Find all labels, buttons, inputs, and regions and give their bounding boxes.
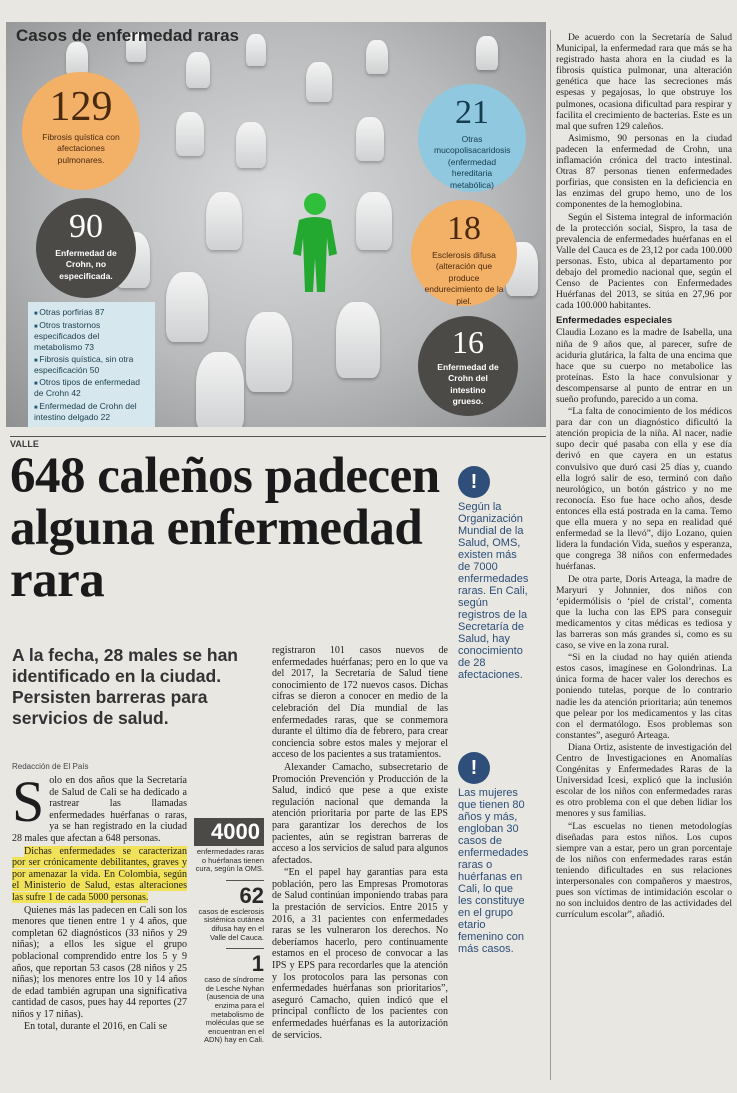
drop-cap: S <box>12 769 45 834</box>
divider <box>226 948 264 949</box>
fact-box-oms <box>458 466 530 681</box>
stat-caption: enfermedades raras o huérfanas tienen cura, según la OMS. <box>195 847 264 874</box>
subsection-title: Enfermedades especiales <box>556 315 673 327</box>
exclamation-icon: ! <box>458 466 490 498</box>
stat-number: 62 <box>239 882 264 908</box>
bubble-number: 16 <box>452 324 484 360</box>
legend-item: ■ Otros tipos de enfermedad de Crohn 42 <box>34 377 149 398</box>
stat-caption: casos de esclerosis sistémica cutánea difusa hay en el Valle del Cauca. <box>198 906 264 942</box>
article-column-1 <box>12 769 187 1034</box>
fact-box-mujeres <box>458 752 530 955</box>
section-tag: VALLE <box>10 436 546 449</box>
bubble-number: 18 <box>447 210 481 247</box>
paragraph: Quienes más las padecen en Cali son los menores que tienen entre 1 y 4 años, que completan 62 diagnósticos (33 niños y 29 niñas); a ellos les sigue el grupo poblacional comprendido entre los 5 y 9 años, que reportan 53 casos (28 niños y 25 niñas); los menores entre los 10 y 14 años de edad también agrupan una significativa cantidad de casos, pues hay 44 reportes (27 niños y 17 niñas). <box>12 904 187 1020</box>
paragraph: Alexander Camacho, subsecretario de Promoción Prevención y Producción de la Salud, indicó que pese a que existe regulación nacional que demanda la atención prioritaria por parte de las EPS para garantizar los derechos de los pacientes, aún se registran barreras de acceso a los servicios de salud para algunos afectados. <box>272 761 448 866</box>
subheadline: A la fecha, 28 males se han identificado en la ciudad. Persisten barreras para servicios de salud. <box>12 645 238 728</box>
bubble-caption: Otras mucopolisacaridosis (enfermedad hereditaria metabólica) <box>434 134 511 190</box>
paragraph: “En el papel hay garantías para esta población, pero las Empresas Promotoras de Salud continúan imponiendo trabas para la prestación de servicios. Entre 2015 y 2016, a 31 pacientes con enfermedades raras se les vulneraron los derechos. No deberíamos hacerlo, pero continuamente estamos en el proceso de convocar a las IPS y EPS para recordarles que la atención y los protocolos para las personas con enfermedades huérfanas son prioritarios”, aseguró Camacho, quien indicó que el principal conflicto de los pacientes con enfermedades huérfanas es la autorización de servicios. <box>272 867 448 1041</box>
headline: 648 caleños padecen alguna enfermedad rara <box>10 448 440 608</box>
stats-column <box>194 818 264 1051</box>
paragraph <box>12 769 187 845</box>
legend-item: ■ Enfermedad de Crohn del intestino delgado 22 <box>34 401 149 422</box>
paragraph: Claudia Lozano es la madre de Isabella, una niña de 9 años que, al parecer, sufre de aciduria glutárica, la falta de una encima que hace que su cuerpo no metabolice las proteínas. Esto la hace convulsionar y descompensarse al punto de entrar en un sueño profundo, parecido a un coma. <box>556 327 732 405</box>
paragraph: “Si en la ciudad no hay quién atienda estos casos, imagínese en Golondrinas. La única forma de hacer valer los derechos es poniendo tutelas, porque de lo contrario nadie les da atención prioritaria; aún tenemos que pelear por los medicamentos y las citas con el dermatólogo. Esos problemas son constantes”, aseguró Arteaga. <box>556 652 732 741</box>
column-divider <box>550 30 551 1080</box>
legend-item: ■ Otros trastornos especificados del metabolismo 73 <box>34 320 149 352</box>
bubble-number: 129 <box>49 84 113 130</box>
bubble-mucopolisacaridosis <box>418 84 526 192</box>
green-person-figure <box>289 192 341 297</box>
paragraph: Asimismo, 90 personas en la ciudad padecen la enfermedad de Crohn, una inflamación crónica del tracto intestinal. Otras 87 personas tienen enfermedades porfirias, que consisten en la deficiencia en las enzimas del grupo hemo, uno de los componentes de la hemoglobina. <box>556 132 732 211</box>
article-column-3 <box>556 32 732 921</box>
bubble-caption: Esclerosis difusa (alteración que produce endurecimiento de la piel. <box>424 250 504 306</box>
bubble-caption: Enfermedad de Crohn, no especificada. <box>55 248 117 281</box>
divider <box>226 880 264 881</box>
stat-number: 1 <box>251 951 264 977</box>
bubble-crohn-grueso <box>418 316 518 416</box>
legend-item: ■ Fibrosis quística, sin otra especificación 50 <box>34 354 149 375</box>
legend-item: ■ Otras porfirias 87 <box>34 307 149 318</box>
bubble-number: 21 <box>455 94 489 131</box>
paragraph: registraron 101 casos nuevos de enfermedades huérfanas; pero en lo que va del 2017, la Secretaría de Salud tiene conocimiento de 172 nuevos casos. Dichas cifras se dieron a conocer en medio de la celebración del Día mundial de las enfermedades raras, que se conmemora durante el último día de febrero, para crear conciencia sobre estos males y mejorar el acceso de los pacientes a sus tratamientos. <box>272 645 448 761</box>
fact-text: Las mujeres que tienen 80 años y más, engloban 30 casos de enfermedades raras o huérfanas en Cali, lo que les constituye en el grupo etario femenino con más casos. <box>458 787 529 955</box>
infographic-title: Casos de enfermedad raras <box>16 26 239 45</box>
bubble-caption: Enfermedad de Crohn del intestino grueso. <box>437 362 499 407</box>
bubble-caption: Fibrosis quística con afectaciones pulmonares. <box>42 132 120 165</box>
byline: Redacción de El País <box>12 762 89 771</box>
stat-caption: caso de síndrome de Lesche Nyhan (ausencia de una enzima para el metabolismo de moléculas que se encuentran en el ADN) hay en Cali. <box>203 975 264 1045</box>
bubble-esclerosis <box>411 200 517 306</box>
fact-text: Según la Organización Mundial de la Salud, OMS, existen más de 7000 enfermedades raras. En Cali, según registros de la Secretaría de Salud, hay conocimiento de 28 afectaciones. <box>458 501 529 681</box>
bubble-number: 90 <box>69 208 103 245</box>
paragraph: De acuerdo con la Secretaría de Salud Municipal, la enfermedad rara que más se ha registrado hasta ahora en la ciudad es la fibrosis quística pulmonar, una alteración genética que hace las secreciones más espesas y pegajosas, lo que obstruye los pulmones, ocasiona dificultad para respirar y facilita el crecimiento de bacterias. Este es un mal que sufren 129 caleños. <box>556 32 732 132</box>
paragraph-text: olo en dos años que la Secretaría de Salud de Cali se ha dedicado a rastrear las llamadas enfermedades huérfanas o raras, ya se han registrado en la ciudad 28 males que afectan a 648 personas. <box>12 775 187 844</box>
article-column-2 <box>272 645 448 1042</box>
paragraph: De otra parte, Doris Arteaga, la madre de Maryuri y Johnnier, dos niños con ‘epidermólisis o ‘piel de cristal’, comenta que la lucha con las EPS para conseguir medicamentos y citas médicas es tediosa y las barreras son más grandes si, como es su caso, se vive en la zona rural. <box>556 573 732 652</box>
exclamation-icon: ! <box>458 752 490 784</box>
stat-number: 4000 <box>194 818 264 846</box>
rare-diseases-infographic <box>6 22 546 427</box>
paragraph: En total, durante el 2016, en Cali se <box>24 1021 168 1033</box>
paragraph-highlighted <box>12 846 187 904</box>
paragraph: “La falta de conocimiento de los médicos para dar con un diagnóstico dificultó la atención propicia de la niña. Al nacer, nadie supo decir qué pasaba con ella y ese día derivó en que cayera en un estatus convulsivo que duró casi 25 días y, cuando ella logró salir de eso, terminó con daño neurológico, un botón gástrico y no me reconocía. Eso fue hace ocho años, desde entonces ella está postrada en la cama. Temo que ella muera y no sepa en realidad qué enfermedad se la llevó”, dijo Lozano, quien lidera la fundación Vida, sueños y esperanza, que congrega 38 niños con enfermedades huérfanas. <box>556 406 732 573</box>
paragraph: Según el Sistema integral de información de la protección social, Sispro, la tasa de prevalencia de enfermedades huérfanas en el Valle del Cauca es de 23,12 por cada 100.000 personas. Esto, ubica al departamento por debajo del promedio nacional que, según el Censo de Pacientes con Enfermedades Huérfanas del 2013, se sitúa en 27,96 por cada 100.000 habitantes. <box>556 211 732 312</box>
highlighted-text: Dichas enfermedades se caracterizan por ser crónicamente debilitantes, graves y por amenazar la vida. En Colombia, según el Ministerio de Salud, estas alteraciones las sufre 1 de cada 5000 personas. <box>12 845 187 903</box>
bubble-crohn <box>36 198 136 298</box>
paragraph: “Las escuelas no tienen metodologías diseñadas para estos niños. Los cupos siempre van a estar, pero un gran porcentaje de los niños con enfermedades raras están teniendo dificultades en sus relaciones interpersonales con compañeros y maestros, pues son víctimas de intimidación escolar o no son incluidos dentro de las actividades del currículum escolar”, añadió. <box>556 820 732 921</box>
bubble-fibrosis <box>22 72 140 190</box>
paragraph: Diana Ortiz, asistente de investigación del Centro de Investigaciones en Anomalías Congénitas y Enfermedades Raras de la Universidad Icesi, explicó que la inclusión escolar de los niños con enfermedades raras es otro problema con el que deben lidiar los menores y sus familias. <box>556 741 732 820</box>
diseases-legend <box>28 302 155 427</box>
